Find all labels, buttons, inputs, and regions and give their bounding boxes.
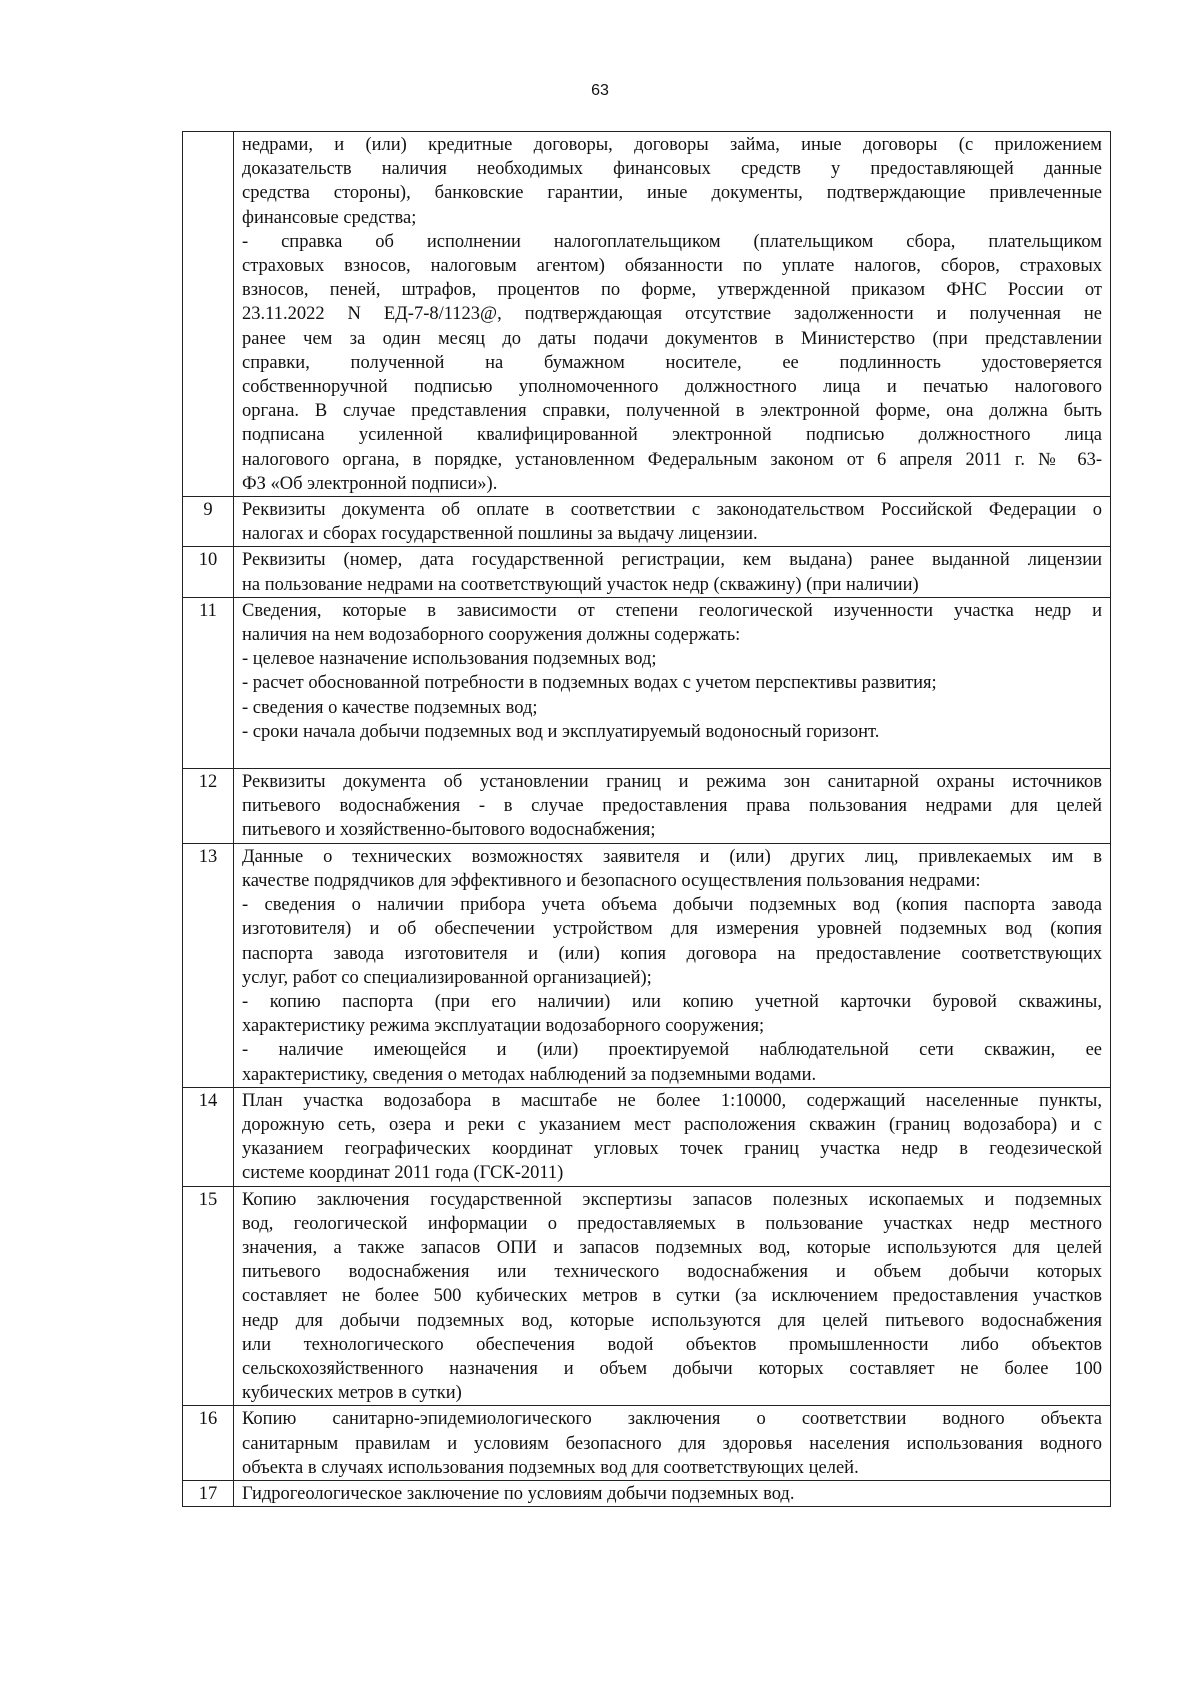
text-line: указанием географических координат угловых точек границ участка недр в геодезической: [242, 1139, 1102, 1160]
text-line: составляет не более 500 кубических метров в сутки (за исключением предоставления участков: [242, 1286, 1102, 1307]
table-row: [183, 1186, 1111, 1406]
row-content: [234, 497, 1111, 547]
page-number: 63: [591, 82, 609, 99]
text-line: характеристику режима эксплуатации водозаборного сооружения;: [242, 1016, 765, 1037]
text-line: питьевого водоснабжения или технического водоснабжения и объем добычи которых: [242, 1262, 1102, 1283]
text-line: страховых взносов, налоговым агентом) обязанности по уплате налогов, сборов, страховых: [242, 256, 1102, 277]
text-line: справки, полученной на бумажном носителе, ее подлинность удостоверяется: [242, 352, 1102, 373]
row-number: 10: [183, 547, 234, 597]
text-line: изготовителя) и об обеспечении устройством для измерения уровней подземных вод (копия: [242, 919, 1102, 940]
text-line: Сведения, которые в зависимости от степени геологической изученности участка недр и: [242, 600, 1102, 621]
text-line: финансовые средства;: [242, 207, 417, 228]
row-number: 17: [183, 1480, 234, 1506]
row-content: [234, 547, 1111, 597]
requirements-table: [182, 131, 1111, 1507]
text-line: Копию заключения государственной экспертизы запасов полезных ископаемых и подземных: [242, 1189, 1102, 1210]
table-row: [183, 547, 1111, 597]
text-line: услуг, работ со специализированной организацией);: [242, 967, 652, 988]
text-line: Реквизиты документа об оплате в соответствии с законодательством Российской Федерации о: [242, 500, 1102, 521]
row-content: [234, 597, 1111, 768]
text-line: питьевого и хозяйственно-бытового водоснабжения;: [242, 820, 656, 841]
text-line: недр для добычи подземных вод, которые используются для целей питьевого водоснабжения: [242, 1310, 1102, 1331]
row-content: [234, 1406, 1111, 1481]
text-line: сельскохозяйственного назначения и объем добычи которых составляет не более 100: [242, 1358, 1102, 1379]
text-line: - наличие имеющейся и (или) проектируемой наблюдательной сети скважин, ее: [242, 1040, 1102, 1061]
text-line: доказательств наличия необходимых финансовых средств у предоставляющей данные: [242, 159, 1102, 180]
row-number: 13: [183, 843, 234, 1087]
table-body: [183, 132, 1111, 1507]
table-row: [183, 1406, 1111, 1481]
text-line: Реквизиты документа об установлении границ и режима зон санитарной охраны источников: [242, 772, 1102, 793]
text-line: - расчет обоснованной потребности в подземных водах с учетом перспективы развития;: [242, 673, 937, 694]
text-line: налогового органа, в порядке, установленном Федеральным законом от 6 апреля 2011 г. № 63-: [242, 449, 1102, 470]
text-line: санитарным правилам и условиям безопасного для здоровья населения использования водного: [242, 1433, 1102, 1454]
table-row: [183, 769, 1111, 844]
text-line: средства стороны), банковские гарантии, иные документы, подтверждающие привлеченные: [242, 183, 1102, 204]
row-number: 14: [183, 1087, 234, 1186]
table-row: [183, 843, 1111, 1087]
table-row: [183, 1480, 1111, 1506]
row-content: [234, 132, 1111, 497]
text-line: качестве подрядчиков для эффективного и безопасного осуществления пользования недрами:: [242, 870, 981, 891]
text-line: 23.11.2022 N ЕД-7-8/1123@, подтверждающая отсутствие задолженности и полученная не: [242, 304, 1102, 325]
table-row: [183, 132, 1111, 497]
text-line: налогах и сборах государственной пошлины за выдачу лицензии.: [242, 524, 758, 545]
table-row: [183, 597, 1111, 768]
text-line: - целевое назначение использования подземных вод;: [242, 649, 657, 670]
text-line: Данные о технических возможностях заявителя и (или) других лиц, привлекаемых им в: [242, 846, 1102, 867]
text-line: - сведения о качестве подземных вод;: [242, 697, 538, 718]
row-content: [234, 1087, 1111, 1186]
row-content: [234, 843, 1111, 1087]
row-content: [234, 769, 1111, 844]
table-row: [183, 1087, 1111, 1186]
text-line: или технологического обеспечения водой объектов промышленности либо объектов: [242, 1334, 1102, 1355]
row-number: 12: [183, 769, 234, 844]
text-line: вод, геологической информации о предоставляемых в пользование участках недр местного: [242, 1213, 1102, 1234]
row-number: [183, 132, 234, 497]
text-line: характеристику, сведения о методах наблюдений за подземными водами.: [242, 1064, 817, 1085]
text-line: План участка водозабора в масштабе не более 1:10000, содержащий населенные пункты,: [242, 1090, 1102, 1111]
text-line: объекта в случаях использования подземных вод для соответствующих целей.: [242, 1457, 859, 1478]
text-line: - сведения о наличии прибора учета объема добычи подземных вод (копия паспорта завода: [242, 895, 1102, 916]
text-line: ФЗ «Об электронной подписи»).: [242, 473, 498, 494]
text-line: - сроки начала добычи подземных вод и эксплуатируемый водоносный горизонт.: [242, 721, 880, 742]
text-line: системе координат 2011 года (ГСК-2011): [242, 1163, 564, 1184]
text-line: паспорта завода изготовителя и (или) копия договора на предоставление соответствующих: [242, 943, 1102, 964]
text-line: Реквизиты (номер, дата государственной регистрации, кем выдана) ранее выданной лицензии: [242, 550, 1102, 571]
text-line: Гидрогеологическое заключение по условиям добычи подземных вод.: [242, 1483, 795, 1504]
text-line: Копию санитарно-эпидемиологического заключения о соответствии водного объекта: [242, 1409, 1102, 1430]
text-line: недрами, и (или) кредитные договоры, договоры займа, иные договоры (с приложением: [242, 135, 1102, 155]
table-row: [183, 497, 1111, 547]
text-line: подписана усиленной квалифицированной электронной подписью должностного лица: [242, 425, 1102, 446]
text-line: собственноручной подписью уполномоченного должностного лица и печатью налогового: [242, 377, 1102, 398]
blank-line: [242, 744, 1102, 768]
text-line: значения, а также запасов ОПИ и запасов подземных вод, которые используются для целей: [242, 1237, 1102, 1258]
text-line: питьевого водоснабжения - в случае предоставления права пользования недрами для целей: [242, 796, 1102, 817]
row-content: [234, 1186, 1111, 1406]
text-line: взносов, пеней, штрафов, процентов по форме, утвержденной приказом ФНС России от: [242, 280, 1102, 301]
text-line: - копию паспорта (при его наличии) или копию учетной карточки буровой скважины,: [242, 991, 1102, 1012]
text-line: органа. В случае представления справки, полученной в электронной форме, она должна быть: [242, 401, 1102, 422]
row-number: 16: [183, 1406, 234, 1481]
text-line: на пользование недрами на соответствующий участок недр (скважину) (при наличии): [242, 574, 919, 595]
row-content: [234, 1480, 1111, 1506]
row-number: 15: [183, 1186, 234, 1406]
text-line: дорожную сеть, озера и реки с указанием мест расположения скважин (границ водозабора) и с: [242, 1114, 1102, 1135]
row-number: 9: [183, 497, 234, 547]
row-number: 11: [183, 597, 234, 768]
text-line: наличия на нем водозаборного сооружения должны содержать:: [242, 625, 741, 646]
text-line: - справка об исполнении налогоплательщиком (плательщиком сбора, плательщиком: [242, 231, 1102, 252]
text-line: кубических метров в сутки): [242, 1383, 462, 1404]
text-line: ранее чем за один месяц до даты подачи документов в Министерство (при представлении: [242, 328, 1102, 349]
